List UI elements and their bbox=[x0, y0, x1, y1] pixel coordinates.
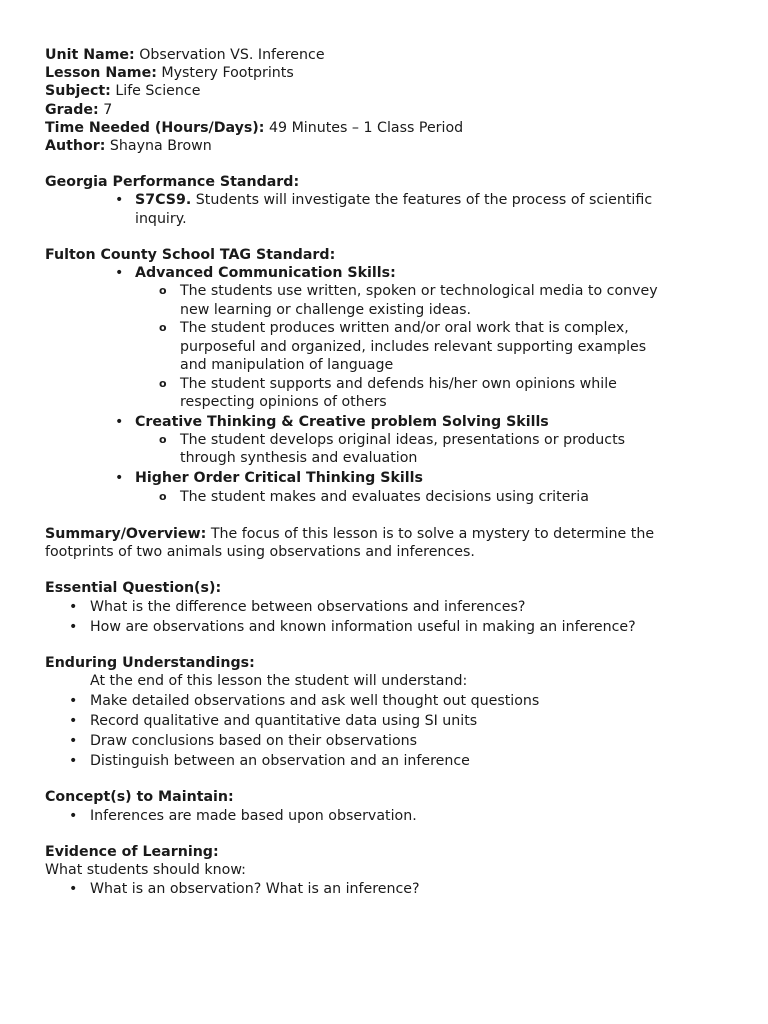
list-item: • Draw conclusions based on their observations bbox=[69, 732, 418, 749]
bullet-icon: • bbox=[69, 619, 78, 636]
bullet-icon: • bbox=[115, 469, 124, 486]
gps-text-line1: Students will investigate the features of the process of scientific bbox=[195, 192, 653, 209]
sub-bullet-icon: o bbox=[159, 432, 167, 446]
gps-text-line2: inquiry. bbox=[135, 210, 187, 227]
author-row bbox=[45, 137, 705, 155]
list-item: • What is an observation? What is an inference? bbox=[69, 881, 420, 898]
tag-item: o The student supports and defends his/her own opinions while respecting opinions of others bbox=[159, 375, 617, 411]
list-item: • Distinguish between an observation and an inference bbox=[69, 752, 470, 769]
gps-standard-item bbox=[45, 191, 705, 227]
list-item: • Inferences are made based upon observation. bbox=[69, 807, 417, 824]
tag-group-title: • Higher Order Critical Thinking Skills bbox=[115, 469, 423, 486]
bullet-icon: • bbox=[69, 692, 78, 709]
grade-row bbox=[45, 101, 705, 119]
summary-line2: footprints of two animals using observations and inferences. bbox=[45, 543, 475, 560]
tag-heading: Fulton County School TAG Standard: bbox=[45, 246, 336, 263]
sub-bullet-icon: o bbox=[159, 490, 167, 504]
summary-label: Summary/Overview: bbox=[45, 525, 207, 542]
tag-group-title: • Advanced Communication Skills: bbox=[115, 265, 396, 282]
enduring-heading: Enduring Understandings: bbox=[45, 655, 255, 672]
tag-item: o The students use written, spoken or technological media to convey new learning or challenge existing ideas. bbox=[159, 283, 658, 318]
lesson-name-value: Mystery Footprints bbox=[161, 65, 294, 82]
sub-bullet-icon: o bbox=[159, 284, 167, 298]
lesson-plan-page bbox=[45, 46, 705, 899]
time-needed-value: 49 Minutes – 1 Class Period bbox=[269, 119, 464, 136]
unit-name-label: Unit Name: bbox=[45, 47, 135, 63]
gps-code: S7CS9. bbox=[135, 192, 192, 209]
author-label: Author: bbox=[45, 138, 106, 155]
bullet-icon: • bbox=[69, 807, 78, 824]
essential-heading: Essential Question(s): bbox=[45, 580, 222, 597]
subject-value: Life Science bbox=[115, 83, 201, 100]
unit-name-value: Observation VS. Inference bbox=[139, 47, 325, 63]
bullet-icon: • bbox=[115, 413, 124, 430]
grade-value: 7 bbox=[103, 101, 113, 118]
summary-line1: Summary/Overview: The focus of this lesson is to solve a mystery to determine the bbox=[45, 525, 655, 542]
sub-bullet-icon: o bbox=[159, 321, 167, 335]
list-item: • Make detailed observations and ask well thought out questions bbox=[69, 692, 540, 709]
subject-label: Subject: bbox=[45, 83, 111, 100]
enduring-intro: At the end of this lesson the student will understand: bbox=[90, 673, 468, 690]
tag-item: o The student produces written and/or oral work that is complex, purposeful and organized, includes relevant supporting examples and manipulation of language bbox=[159, 320, 647, 374]
tag-item: o The student makes and evaluates decisions using criteria bbox=[159, 489, 589, 506]
evidence-intro: What students should know: bbox=[45, 862, 246, 879]
tag-group-title: • Creative Thinking & Creative problem Solving Skills bbox=[115, 413, 549, 430]
time-needed-label: Time Needed (Hours/Days): bbox=[45, 119, 265, 136]
subject-row bbox=[45, 82, 705, 100]
lesson-name-label: Lesson Name: bbox=[45, 65, 157, 82]
list-item: • Record qualitative and quantitative data using SI units bbox=[69, 712, 478, 729]
list-item: • How are observations and known information useful in making an inference? bbox=[69, 619, 636, 636]
bullet-icon: • bbox=[115, 265, 124, 282]
concepts-heading: Concept(s) to Maintain: bbox=[45, 788, 234, 805]
bullet-icon: • bbox=[69, 712, 78, 729]
bullet-icon: • bbox=[69, 732, 78, 749]
evidence-heading: Evidence of Learning: bbox=[45, 843, 219, 860]
bullet-icon: • bbox=[69, 881, 78, 898]
bullet-icon: • bbox=[69, 752, 78, 769]
unit-name-row bbox=[45, 46, 705, 64]
lesson-name-row bbox=[45, 64, 705, 82]
list-item: • What is the difference between observations and inferences? bbox=[69, 599, 526, 616]
sub-bullet-icon: o bbox=[159, 376, 167, 390]
gps-heading: Georgia Performance Standard: bbox=[45, 174, 300, 191]
bullet-icon: • bbox=[115, 192, 124, 209]
grade-label: Grade: bbox=[45, 101, 99, 118]
bullet-icon: • bbox=[69, 599, 78, 616]
time-needed-row bbox=[45, 119, 705, 137]
tag-item: o The student develops original ideas, presentations or products through synthesis and evaluation bbox=[159, 431, 626, 467]
author-value: Shayna Brown bbox=[109, 138, 212, 155]
